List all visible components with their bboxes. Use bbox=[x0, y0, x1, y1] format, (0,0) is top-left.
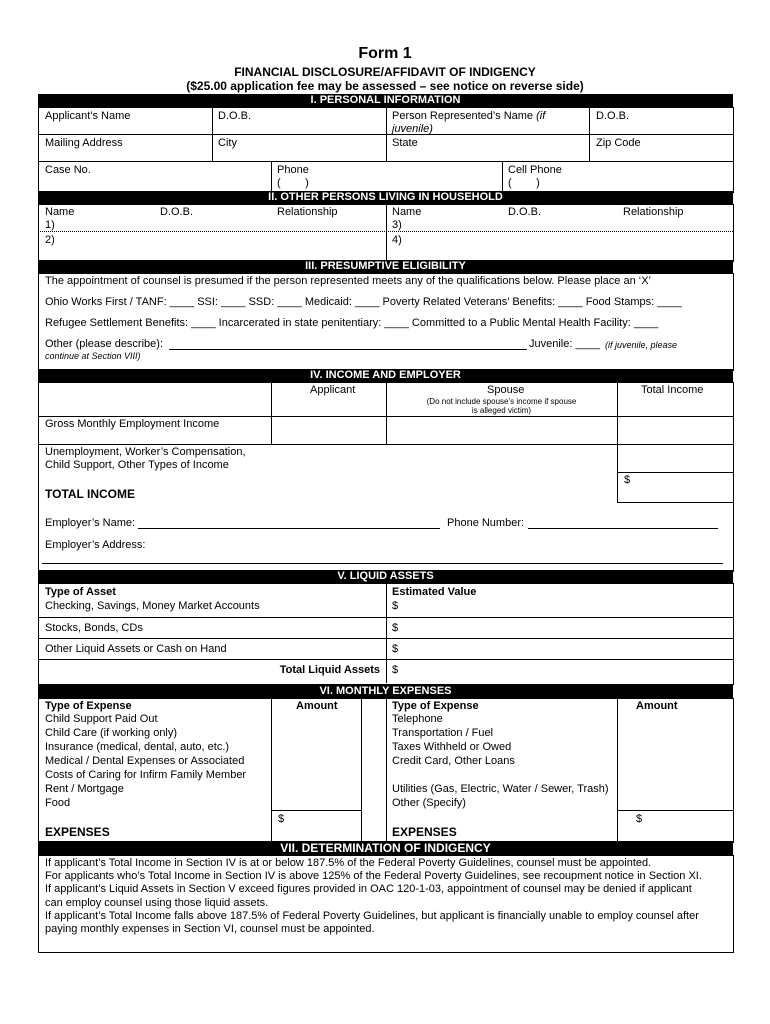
other-describe-label: Other (please describe): bbox=[45, 338, 163, 350]
total-income-dollar[interactable]: $ bbox=[624, 474, 631, 486]
indigency-line: If applicant’s Total Income falls above 187.5% of Federal Poverty Guidelines, but applicant is financially unable to employ counsel after bbox=[45, 909, 699, 922]
spouse-note-1: (Do not include spouse’s income if spouse bbox=[426, 397, 577, 406]
expenses-total-left: EXPENSES bbox=[45, 825, 110, 839]
person-represented-juvenile: juvenile) bbox=[392, 123, 433, 135]
indigency-line: paying monthly expenses in Section VI, counsel must be appointed. bbox=[45, 923, 375, 935]
income-spouse-col: Spouse bbox=[487, 384, 525, 396]
employer-address-line[interactable] bbox=[42, 563, 723, 564]
expense-item-right: Utilities (Gas, Electric, Water / Sewer, Trash) bbox=[392, 783, 609, 795]
employer-name-line[interactable] bbox=[138, 528, 440, 529]
total-liquid-dollar[interactable]: $ bbox=[392, 664, 399, 676]
expense-type-header-left: Type of Expense bbox=[45, 700, 132, 712]
expense-item-right: Taxes Withheld or Owed bbox=[392, 741, 512, 753]
household-relationship-label-2: Relationship bbox=[623, 206, 684, 218]
expenses-total-right: EXPENSES bbox=[392, 825, 457, 839]
expense-item-right: Other (Specify) bbox=[392, 797, 466, 809]
stocks-dollar[interactable]: $ bbox=[392, 622, 399, 634]
applicant-name-label[interactable]: Applicant’s Name bbox=[45, 110, 131, 122]
asset-type-header: Type of Asset bbox=[45, 586, 116, 598]
indigency-line: If applicant’s Total Income in Section IV is at or below 187.5% of the Federal Poverty Guidelines, counsel must be appointed. bbox=[45, 857, 652, 869]
expense-item-left: Child Care (if working only) bbox=[45, 727, 178, 739]
indigency-line: For applicants who’s Total Income in Section IV is above 125% of the Federal Poverty Guidelines, see recoupment notice in Section XI. bbox=[45, 870, 702, 883]
fee-notice: ($25.00 application fee may be assessed – see notice on reverse side) bbox=[186, 79, 584, 93]
form-title: Form 1 bbox=[358, 45, 412, 62]
expense-item-left: Child Support Paid Out bbox=[45, 713, 158, 725]
zip-code-label[interactable]: Zip Code bbox=[596, 137, 641, 149]
person-represented-label[interactable]: Person Represented’s Name (if bbox=[392, 110, 546, 122]
indigency-line: If applicant’s Liquid Assets in Section V exceed figures provided in OAC 120-1-03, appointment of counsel may be denied if applicant bbox=[45, 883, 692, 896]
city-label[interactable]: City bbox=[218, 137, 237, 149]
phone-area-code[interactable]: ( ) bbox=[277, 177, 309, 189]
expense-item-right: Credit Card, Other Loans bbox=[392, 755, 515, 767]
juvenile-note: (if juvenile, please bbox=[605, 340, 678, 350]
represented-dob-label[interactable]: D.O.B. bbox=[596, 110, 630, 122]
household-name-label: Name bbox=[45, 206, 75, 218]
expense-item-left: Food bbox=[45, 797, 71, 809]
total-income-label: TOTAL INCOME bbox=[45, 487, 135, 501]
state-label[interactable]: State bbox=[392, 137, 418, 149]
expense-item-left: Rent / Mortgage bbox=[45, 783, 124, 795]
household-row-1[interactable]: 1) bbox=[45, 219, 55, 231]
expense-item-left: Medical / Dental Expenses or Associated bbox=[45, 755, 245, 767]
section-3-header: III. PRESUMPTIVE ELIGIBILITY bbox=[38, 260, 733, 273]
asset-value-header: Estimated Value bbox=[392, 586, 477, 598]
total-liquid-assets-label: Total Liquid Assets bbox=[279, 664, 380, 676]
section-1-header: I. PERSONAL INFORMATION bbox=[38, 94, 733, 107]
presumptive-intro: The appointment of counsel is presumed if the person represented meets any of the qualifications below. Please place an ‘X’ bbox=[45, 275, 651, 287]
employer-name-label: Employer’s Name: bbox=[45, 517, 136, 529]
case-no-label[interactable]: Case No. bbox=[45, 164, 91, 176]
expenses-right-dollar[interactable]: $ bbox=[636, 813, 643, 825]
employer-phone-label: Phone Number: bbox=[447, 517, 525, 529]
expense-type-header-right: Type of Expense bbox=[392, 700, 479, 712]
indigency-line: can employ counsel using those liquid assets. bbox=[45, 896, 269, 909]
expense-item-right: Transportation / Fuel bbox=[392, 727, 494, 739]
cell-phone-label[interactable]: Cell Phone bbox=[508, 164, 562, 176]
mailing-address-label[interactable]: Mailing Address bbox=[45, 137, 123, 149]
benefits-line-2[interactable]: Refugee Settlement Benefits: ____ Incarcerated in state penitentiary: ____ Committed to a Public Mental Health Facility: ____ bbox=[45, 317, 659, 329]
expense-item-left: Costs of Caring for Infirm Family Member bbox=[45, 769, 247, 781]
expense-item-right: Telephone bbox=[392, 713, 443, 725]
household-relationship-label: Relationship bbox=[277, 206, 338, 218]
household-row-4[interactable]: 4) bbox=[392, 234, 402, 246]
phone-label[interactable]: Phone bbox=[277, 164, 309, 176]
other-assets-dollar[interactable]: $ bbox=[392, 643, 399, 655]
section-4-header: IV. INCOME AND EMPLOYER bbox=[38, 369, 733, 382]
cell-area-code[interactable]: ( ) bbox=[508, 177, 540, 189]
checking-label: Checking, Savings, Money Market Accounts bbox=[45, 600, 260, 612]
other-assets-label: Other Liquid Assets or Cash on Hand bbox=[45, 643, 227, 655]
income-applicant-col: Applicant bbox=[310, 384, 356, 396]
expense-item-left: Insurance (medical, dental, auto, etc.) bbox=[45, 741, 230, 753]
benefits-line-1[interactable]: Ohio Works First / TANF: ____ SSI: ____ SSD: ____ Medicaid: ____ Poverty Related Veterans’ Benefits: ____ Food Stamps: ____ bbox=[45, 296, 682, 308]
unemployment-label-1: Unemployment, Worker’s Compensation, bbox=[45, 446, 246, 458]
household-row-2[interactable]: 2) bbox=[45, 234, 55, 246]
household-dob-label: D.O.B. bbox=[160, 206, 194, 218]
applicant-dob-label[interactable]: D.O.B. bbox=[218, 110, 252, 122]
section-6-header: VI. MONTHLY EXPENSES bbox=[38, 685, 733, 698]
section-2-header: II. OTHER PERSONS LIVING IN HOUSEHOLD bbox=[38, 191, 733, 204]
unemployment-label-2: Child Support, Other Types of Income bbox=[45, 459, 229, 471]
expense-amount-header-right: Amount bbox=[636, 700, 678, 712]
expense-amount-header-left: Amount bbox=[296, 700, 338, 712]
checking-dollar[interactable]: $ bbox=[392, 600, 399, 612]
employer-address-label: Employer’s Address: bbox=[45, 539, 146, 551]
household-row-3[interactable]: 3) bbox=[392, 219, 402, 231]
juvenile-label[interactable]: Juvenile: ____ bbox=[529, 338, 600, 350]
continue-note: continue at Section VIII) bbox=[45, 351, 141, 361]
other-describe-line[interactable] bbox=[169, 349, 527, 350]
household-name-label-2: Name bbox=[392, 206, 422, 218]
expenses-left-dollar[interactable]: $ bbox=[278, 813, 285, 825]
stocks-label: Stocks, Bonds, CDs bbox=[45, 622, 143, 634]
section-5-header: V. LIQUID ASSETS bbox=[38, 570, 733, 583]
gross-income-label: Gross Monthly Employment Income bbox=[45, 418, 220, 430]
household-dob-label-2: D.O.B. bbox=[508, 206, 542, 218]
section-7-header: VII. DETERMINATION OF INDIGENCY bbox=[38, 841, 733, 855]
spouse-note-2: is alleged victim) bbox=[471, 406, 532, 415]
employer-phone-line[interactable] bbox=[528, 528, 718, 529]
form-subtitle: FINANCIAL DISCLOSURE/AFFIDAVIT OF INDIGENCY bbox=[234, 65, 536, 79]
income-total-col: Total Income bbox=[641, 384, 704, 396]
